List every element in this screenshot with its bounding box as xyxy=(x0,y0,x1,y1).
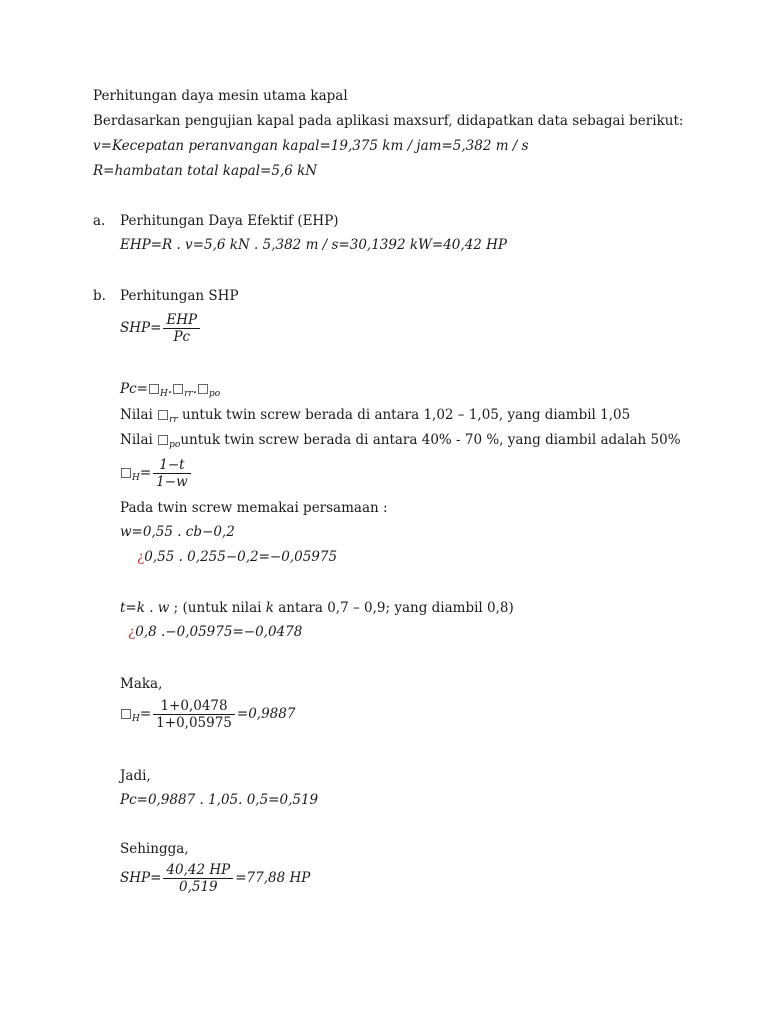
ehp-equation: EHP=R . v=5,6 kN . 5,382 m / s=30,1392 kW=40,42 HP xyxy=(120,237,508,253)
eta-h-formula xyxy=(120,457,193,490)
dot: . xyxy=(192,381,198,397)
final-lhs: SHP= xyxy=(120,870,162,886)
w-equation: w=0,55 . cb−0,2 xyxy=(120,524,235,540)
eta-placeholder-icon xyxy=(173,384,183,394)
eta-placeholder-icon xyxy=(158,435,168,445)
nilai-label: Nilai xyxy=(120,432,153,448)
sub-h: H xyxy=(132,473,140,483)
shp-denominator: Pc xyxy=(173,329,191,345)
eta-placeholder-icon xyxy=(198,384,208,394)
maka-denominator: 1+0,05975 xyxy=(156,715,232,731)
section-a-heading: Perhitungan Daya Efektif (EHP) xyxy=(120,213,339,229)
eta-placeholder-icon xyxy=(149,384,159,394)
jadi-label: Jadi, xyxy=(120,768,151,784)
jadi-equation: Pc=0,9887 . 1,05. 0,5=0,519 xyxy=(120,792,319,808)
final-fraction xyxy=(163,862,233,895)
maka-fraction xyxy=(153,698,235,731)
eta-placeholder-icon xyxy=(121,468,131,478)
velocity-equation: v=Kecepatan peranvangan kapal=19,375 km / jam=5,382 m / s xyxy=(93,138,529,154)
inverted-question-mark: ¿ xyxy=(128,624,136,640)
sub-po: po xyxy=(169,440,181,450)
eta-placeholder-icon xyxy=(121,709,131,719)
section-b-heading: Perhitungan SHP xyxy=(120,288,239,304)
nilai-po-line xyxy=(120,431,681,449)
t-equation-line xyxy=(120,599,514,617)
doc-title: Perhitungan daya mesin utama kapal xyxy=(93,88,348,104)
sub-h: H xyxy=(159,389,168,399)
dot: . xyxy=(167,381,173,397)
sehingga-label: Sehingga, xyxy=(120,841,189,857)
maka-numerator: 1+0,0478 xyxy=(153,698,235,715)
nilai-rr-line xyxy=(120,406,630,424)
maka-result: =0,9887 xyxy=(236,706,296,722)
eta-h-fraction xyxy=(153,457,190,490)
maka-label: Maka, xyxy=(120,676,163,692)
nilai-rr-text: untuk twin screw berada di antara 1,02 – 1,05, yang diambil 1,05 xyxy=(182,407,631,423)
t-note-post: antara 0,7 – 0,9; yang diambil 0,8) xyxy=(273,600,514,616)
resistance-equation: R=hambatan total kapal=5,6 kN xyxy=(93,163,318,179)
sub-po: po xyxy=(209,389,221,399)
maka-formula xyxy=(120,698,295,731)
pc-lhs: Pc= xyxy=(120,381,148,397)
final-result: =77,88 HP xyxy=(235,870,311,886)
t-calculation xyxy=(128,623,302,641)
eta-h-numerator: 1−t xyxy=(153,457,190,474)
intro-text: Berdasarkan pengujian kapal pada aplikasi maxsurf, didapatkan data sebagai berikut: xyxy=(93,113,684,129)
sub-rr: rr xyxy=(184,389,193,399)
sub-h: H xyxy=(132,714,140,724)
equals: = xyxy=(139,465,152,481)
section-a-marker: a. xyxy=(93,213,106,229)
sub-rr: rr xyxy=(169,415,178,425)
t-note-k: k xyxy=(265,600,274,616)
shp-fraction xyxy=(163,312,200,345)
t-calc-value: 0,8 .−0,05975=−0,0478 xyxy=(135,624,303,640)
eta-h-denominator: 1−w xyxy=(156,474,188,490)
pada-text: Pada twin screw memakai persamaan : xyxy=(120,500,388,516)
section-b-marker: b. xyxy=(93,288,106,304)
t-note-pre: ; (untuk nilai xyxy=(169,600,266,616)
inverted-question-mark: ¿ xyxy=(137,549,145,565)
w-calculation xyxy=(137,548,337,566)
equals: = xyxy=(139,706,152,722)
w-calc-value: 0,55 . 0,255−0,2=−0,05975 xyxy=(144,549,338,565)
pc-formula xyxy=(120,380,220,398)
nilai-po-text: untuk twin screw berada di antara 40% - 70 %, yang diambil adalah 50% xyxy=(180,432,681,448)
shp-lhs: SHP= xyxy=(120,320,162,336)
shp-formula xyxy=(120,312,202,345)
final-numerator: 40,42 HP xyxy=(163,862,233,879)
eta-placeholder-icon xyxy=(158,410,168,420)
final-shp-formula xyxy=(120,862,310,895)
nilai-label: Nilai xyxy=(120,407,153,423)
t-equation: t=k . w xyxy=(120,600,170,616)
final-denominator: 0,519 xyxy=(178,879,218,895)
shp-numerator: EHP xyxy=(163,312,200,329)
